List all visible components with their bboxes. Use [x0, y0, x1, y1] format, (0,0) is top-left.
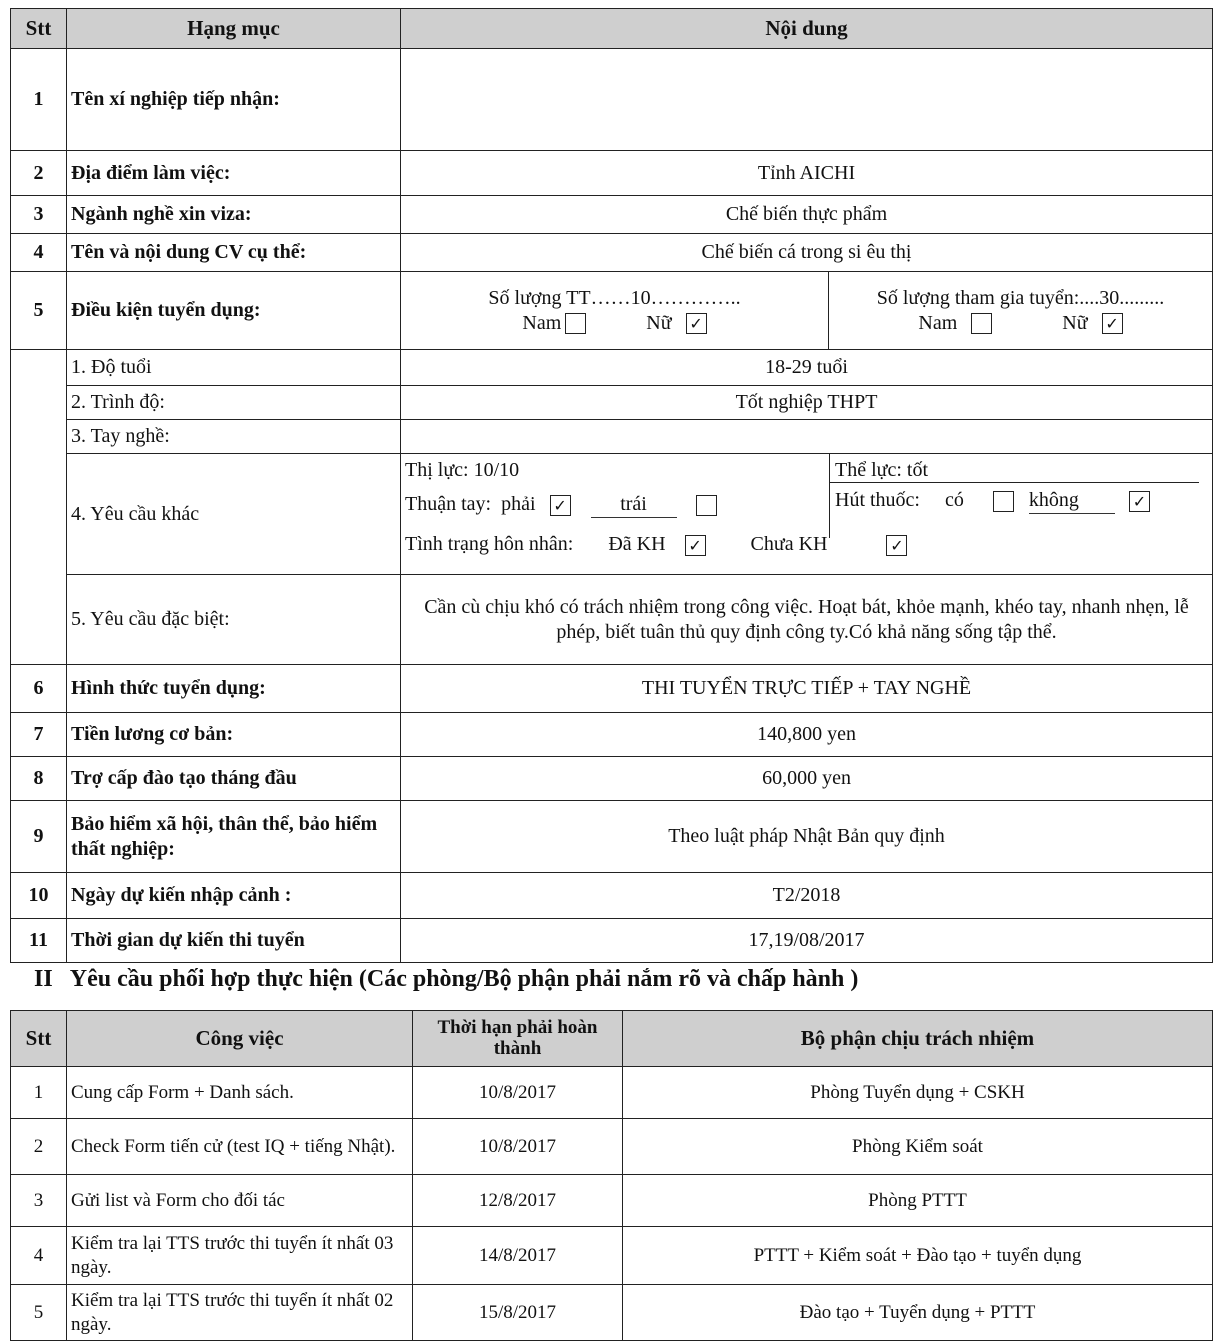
table-row [11, 234, 1213, 272]
table-row [11, 757, 1213, 801]
row-stt: 1 [11, 1067, 67, 1119]
row-task: Cung cấp Form + Danh sách. [67, 1067, 413, 1119]
table-row [11, 801, 1213, 873]
table-row [11, 1067, 1213, 1119]
header-deadline: Thời hạn phải hoàn thành [413, 1011, 623, 1067]
row-value: Tỉnh AICHI [401, 151, 1213, 196]
row-stt: 4 [11, 234, 67, 272]
table-row [11, 1119, 1213, 1175]
table-header [11, 9, 1213, 49]
handedness-row [405, 492, 717, 518]
row-label: Tên và nội dung CV cụ thể: [67, 234, 401, 272]
row-stt: 3 [11, 1175, 67, 1227]
row-deadline: 10/8/2017 [413, 1119, 623, 1175]
row-label: Bảo hiểm xã hội, thân thể, bảo hiểm thất nghiệp: [67, 801, 401, 873]
row-stt: 2 [11, 1119, 67, 1175]
table-row [11, 151, 1213, 196]
marital-row [405, 532, 907, 557]
male-checkbox[interactable] [565, 313, 586, 334]
table-row [11, 1175, 1213, 1227]
row-stt: 7 [11, 713, 67, 757]
smoking-no-checkbox[interactable]: ✓ [1129, 491, 1150, 512]
trainee-quota-cell [401, 272, 829, 350]
row-dept: Phòng PTTT [623, 1175, 1213, 1227]
table-row [11, 873, 1213, 919]
header-content: Nội dung [401, 9, 1213, 49]
header-stt: Stt [11, 1011, 67, 1067]
table-row [11, 665, 1213, 713]
table-row [11, 49, 1213, 151]
row-dept: Phòng Kiểm soát [623, 1119, 1213, 1175]
row-value: T2/2018 [401, 873, 1213, 919]
section-heading [34, 966, 858, 993]
row-value: Theo luật pháp Nhật Bản quy định [401, 801, 1213, 873]
row-stt: 6 [11, 665, 67, 713]
female-checkbox-2[interactable]: ✓ [1102, 313, 1123, 334]
candidate-quota-text: Số lượng tham gia tuyển:....30......... [876, 286, 1165, 309]
row-deadline: 12/8/2017 [413, 1175, 623, 1227]
row-stt: 3 [11, 196, 67, 234]
female-checkbox[interactable]: ✓ [686, 313, 707, 334]
row-dept: PTTT + Kiểm soát + Đào tạo + tuyển dụng [623, 1227, 1213, 1285]
header-stt: Stt [11, 9, 67, 49]
row-label: Ngành nghề xin viza: [67, 196, 401, 234]
row-stt: 5 [11, 1285, 67, 1341]
smoking-yes-label: có [945, 489, 964, 511]
row-value: 60,000 yen [401, 757, 1213, 801]
row-stt: 1 [11, 49, 67, 151]
row-stt: 11 [11, 919, 67, 963]
marital-label: Tình trạng hôn nhân: [405, 533, 574, 555]
row-deadline: 14/8/2017 [413, 1227, 623, 1285]
row-label: Hình thức tuyển dụng: [67, 665, 401, 713]
row-dept: Phòng Tuyển dụng + CSKH [623, 1067, 1213, 1119]
header-dept: Bộ phận chịu trách nhiệm [623, 1011, 1213, 1067]
smoking-yes-checkbox[interactable] [993, 491, 1014, 512]
row-value: THI TUYỂN TRỰC TIẾP + TAY NGHỀ [401, 665, 1213, 713]
coordination-table [10, 1010, 1213, 1341]
skill-value [401, 420, 1213, 454]
smoking-row [835, 488, 1150, 514]
table-row [11, 919, 1213, 963]
table-row [11, 1285, 1213, 1341]
row-label: Ngày dự kiến nhập cảnh : [67, 873, 401, 919]
sub-row-skill [11, 420, 1213, 454]
male-checkbox-2[interactable] [971, 313, 992, 334]
row-stt: 4 [11, 1227, 67, 1285]
row-stt: 8 [11, 757, 67, 801]
row-dept: Đào tạo + Tuyển dụng + PTTT [623, 1285, 1213, 1341]
row-stt: 9 [11, 801, 67, 873]
row-value: 17,19/08/2017 [401, 919, 1213, 963]
row-label: Thời gian dự kiến thi tuyển [67, 919, 401, 963]
trainee-quota-text: Số lượng TT……10………….. [488, 286, 741, 309]
age-value: 18-29 tuổi [401, 350, 1213, 386]
special-label: 5. Yêu cầu đặc biệt: [67, 575, 401, 665]
sub-row-special [11, 575, 1213, 665]
row-deadline: 10/8/2017 [413, 1067, 623, 1119]
other-label: 4. Yêu cầu khác [67, 454, 401, 575]
row-value: Chế biến cá trong si êu thị [401, 234, 1213, 272]
handedness-right-label: phải [501, 493, 536, 515]
vision-text: Thị lực: 10/10 [405, 459, 520, 481]
handedness-left-checkbox[interactable] [696, 495, 717, 516]
row-task: Kiểm tra lại TTS trước thi tuyển ít nhất 03 ngày. [67, 1227, 413, 1285]
education-label: 2. Trình độ: [67, 386, 401, 420]
row-value: 140,800 yen [401, 713, 1213, 757]
row-value [401, 49, 1213, 151]
female-label: Nữ [646, 311, 672, 334]
smoking-no-label: không [1029, 488, 1115, 514]
row-label: Trợ cấp đào tạo tháng đầu [67, 757, 401, 801]
single-checkbox[interactable]: ✓ [886, 535, 907, 556]
handedness-label: Thuận tay: [405, 493, 492, 515]
sub-row-other [11, 454, 1213, 575]
male-label: Nam [522, 311, 562, 334]
row-task: Kiểm tra lại TTS trước thi tuyển ít nhất 02 ngày. [67, 1285, 413, 1341]
row-label: Tiền lương cơ bản: [67, 713, 401, 757]
row-label: Địa điểm làm việc: [67, 151, 401, 196]
header-item: Hạng mục [67, 9, 401, 49]
table-row [11, 196, 1213, 234]
row-stt: 10 [11, 873, 67, 919]
age-label: 1. Độ tuổi [67, 350, 401, 386]
single-label: Chưa KH [750, 533, 828, 555]
row-stt: 5 [11, 272, 67, 350]
header-task: Công việc [67, 1011, 413, 1067]
row-value: Chế biến thực phẩm [401, 196, 1213, 234]
table-header [11, 1011, 1213, 1067]
table-row [11, 272, 1213, 350]
section-title: Yêu cầu phối hợp thực hiện (Các phòng/Bộ phận phải nắm rõ và chấp hành ) [69, 966, 859, 992]
male-label: Nam [918, 311, 958, 334]
handedness-right-checkbox[interactable]: ✓ [550, 495, 571, 516]
special-value: Cần cù chịu khó có trách nhiệm trong công việc. Hoạt bát, khỏe mạnh, khéo tay, nhanh nhẹn, lễ phép, biết tuân thủ quy định công ty.Có khả năng sống tập thể. [401, 575, 1213, 665]
row-stt: 2 [11, 151, 67, 196]
requirements-table [10, 8, 1213, 963]
candidate-quota-cell [829, 272, 1213, 350]
sub-row-education [11, 386, 1213, 420]
row-label: Tên xí nghiệp tiếp nhận: [67, 49, 401, 151]
row-task: Gửi list và Form cho đối tác [67, 1175, 413, 1227]
other-requirements-cell [401, 454, 1213, 575]
sub-row-age [11, 350, 1213, 386]
skill-label: 3. Tay nghề: [67, 420, 401, 454]
female-label: Nữ [1062, 311, 1088, 334]
married-label: Đã KH [608, 533, 666, 555]
section-number: II [34, 966, 53, 992]
fitness-text: Thể lực: tốt [835, 459, 929, 481]
smoking-label: Hút thuốc: [835, 489, 920, 511]
row-deadline: 15/8/2017 [413, 1285, 623, 1341]
education-value: Tốt nghiệp THPT [401, 386, 1213, 420]
row-task: Check Form tiến cử (test IQ + tiếng Nhật). [67, 1119, 413, 1175]
table-row [11, 1227, 1213, 1285]
handedness-left-label: trái [591, 492, 677, 518]
sub-stt-blank [11, 350, 67, 665]
row-label: Điều kiện tuyển dụng: [67, 272, 401, 350]
table-row [11, 713, 1213, 757]
married-checkbox[interactable]: ✓ [685, 535, 706, 556]
